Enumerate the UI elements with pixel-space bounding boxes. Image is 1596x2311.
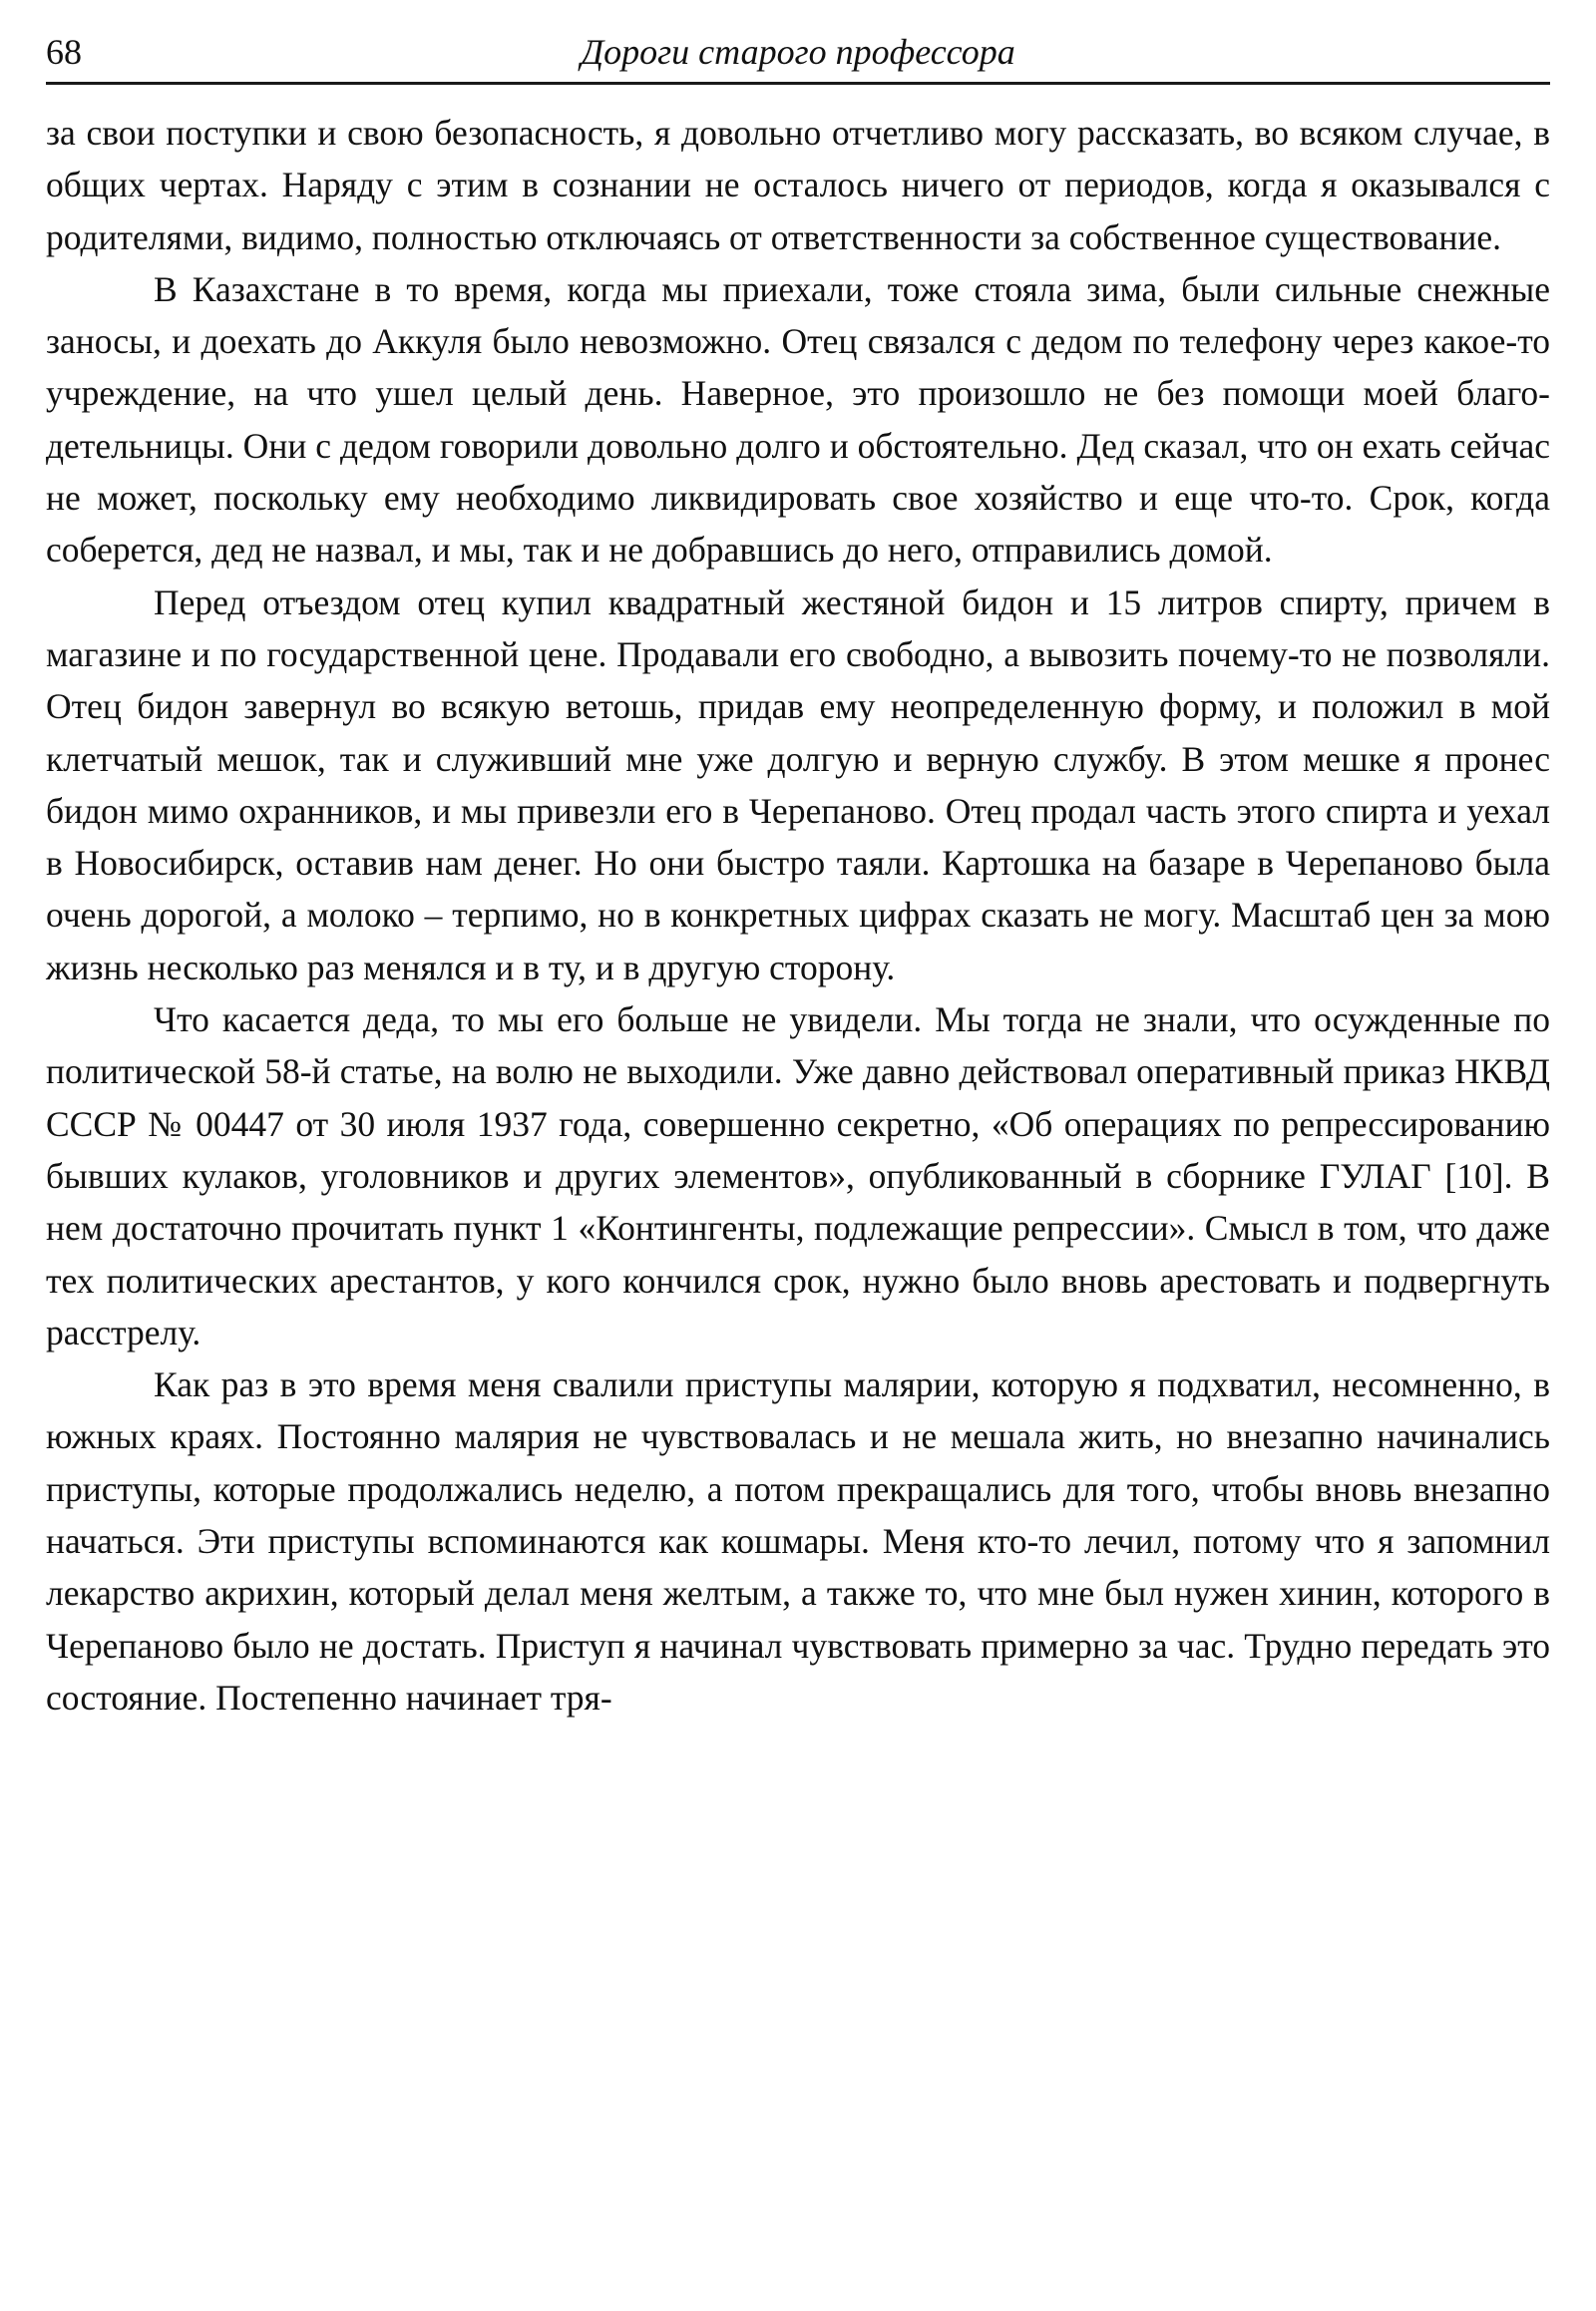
page-number: 68 (46, 32, 82, 72)
paragraph: В Казахстане в то время, когда мы приехали, тоже стояла зима, были сильные снежные заносы, и доехать до Аккуля было невозможно. Отец связался с дедом по телефону через какое-то учреждение, на что ушел целый день. Наверное, это произошло не без помощи моей благодетельницы. Они с дедом говорили довольно долго и обстоятельно. Дед сказал, что он ехать сейчас не может, поскольку ему необходимо ликвидировать свое хозяйство и еще что-то. Срок, когда соберется, дед не назвал, и мы, так и не добравшись до него, отправились домой. (46, 268, 1550, 571)
paragraph: Как раз в это время меня свалили приступы малярии, которую я подхватил, несомненно, в южных краях. Постоянно малярия не чувствовалась и не мешала жить, но внезапно начинались приступы, которые продолжались неделю, а потом прекращались для того, чтобы вновь внезапно начаться. Эти приступы вспоминаются как кошмары. Меня кто-то лечил, потому что я запомнил лекарство акрихин, который делал меня желтым, а также то, что мне был нужен хинин, которого в Черепаново было не достать. Приступ я начинал чувствовать примерно за час. Трудно передать это состояние. Постепенно начинает тря- (46, 1364, 1550, 1718)
page-header (46, 24, 1550, 85)
page-body (46, 107, 1550, 1724)
running-title: Дороги старого профессора (581, 32, 1015, 72)
book-page (46, 24, 1550, 1724)
paragraph: Что касается деда, то мы его больше не увидели. Мы тогда не знали, что осужденные по политической 58-й статье, на волю не выходили. Уже давно действовал оперативный приказ НКВД СССР № 00447 от 30 июля 1937 года, совершенно секретно, «Об операциях по репрессированию бывших кулаков, уголовников и других элементов», опубликованный в сборнике ГУЛАГ [10]. В нем достаточно прочитать пункт 1 «Контингенты, подлежащие репрессии». Смысл в том, что даже тех политических арестантов, у кого кончился срок, нужно было вновь арестовать и подвергнуть расстрелу. (46, 999, 1550, 1352)
paragraph: Перед отъездом отец купил квадратный жестяной бидон и 15 литров спирту, причем в магазине и по государственной цене. Продавали его свободно, а вывозить почему-то не позволяли. Отец бидон завернул во всякую ветошь, придав ему неопределенную форму, и положил в мой клетчатый мешок, так и служивший мне уже долгую и верную службу. В этом мешке я пронес бидон мимо охранников, и мы привезли его в Черепаново. Отец продал часть этого спирта и уехал в Новосибирск, оставив нам денег. Но они быстро таяли. Картошка на базаре в Черепаново была очень дорогой, а молоко – терпимо, но в конкретных цифрах сказать не могу. Масштаб цен за мою жизнь несколько раз менялся и в ту, и в другую сторону. (46, 581, 1550, 987)
paragraph-continued: за свои поступки и свою безопасность, я довольно отчетливо могу рассказать, во всяком случае, в общих чертах. Наряду с этим в сознании не осталось ничего от периодов, когда я оказывался с родителями, видимо, полностью отключаясь от ответственности за собственное существование. (46, 113, 1550, 257)
